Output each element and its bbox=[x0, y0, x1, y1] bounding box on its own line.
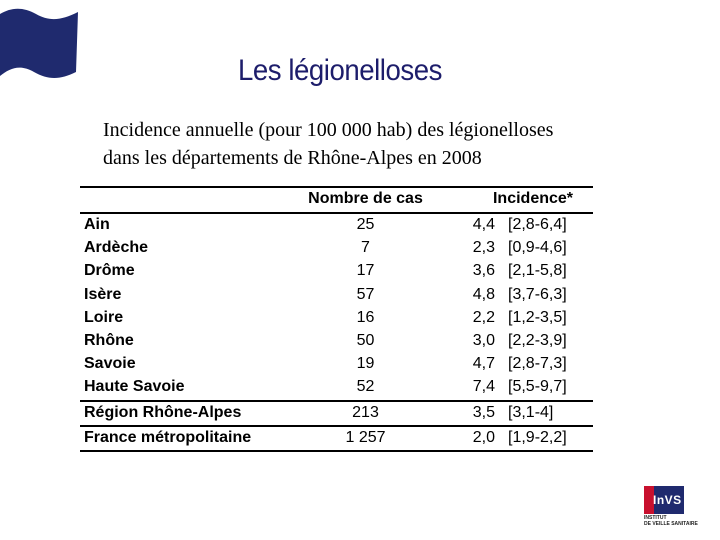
row-name: Haute Savoie bbox=[84, 378, 185, 396]
header-cases: Nombre de cas bbox=[308, 190, 423, 207]
invs-logo-text: InVS bbox=[653, 493, 682, 507]
row-ci: [2,2-3,9] bbox=[508, 331, 567, 349]
row-incidence: 3,6 bbox=[472, 262, 495, 280]
subtitle-line-1: Incidence annuelle (pour 100 000 hab) des légionelloses bbox=[103, 119, 554, 141]
row-name: France métropolitaine bbox=[84, 428, 252, 446]
row-ci: [3,1-4] bbox=[508, 403, 554, 421]
row-cases: 25 bbox=[356, 216, 375, 233]
invs-logo-caption bbox=[644, 515, 698, 527]
invs-logo-mark bbox=[644, 486, 684, 514]
row-name: Ain bbox=[84, 216, 110, 233]
page-title: Les légionelloses bbox=[238, 54, 442, 87]
row-ci: [0,9-4,6] bbox=[508, 239, 567, 257]
row-incidence: 4,4 bbox=[472, 216, 495, 233]
row-incidence: 2,2 bbox=[472, 308, 495, 326]
row-cases: 19 bbox=[356, 355, 375, 373]
row-cases: 50 bbox=[356, 331, 375, 349]
invs-caption-line-2: DE VEILLE SANITAIRE bbox=[644, 521, 698, 527]
row-cases: 16 bbox=[356, 308, 375, 326]
row-incidence: 3,0 bbox=[472, 331, 495, 349]
flag-logo-icon bbox=[0, 0, 80, 84]
row-ci: [1,2-3,5] bbox=[508, 308, 567, 326]
table-row-total bbox=[80, 400, 593, 425]
table-row bbox=[80, 260, 593, 283]
table-header bbox=[80, 188, 593, 214]
row-ci: [1,9-2,2] bbox=[508, 428, 567, 446]
row-name: Région Rhône-Alpes bbox=[84, 403, 242, 421]
row-name: Rhône bbox=[84, 331, 134, 349]
row-cases: 7 bbox=[361, 239, 370, 257]
table-row bbox=[80, 353, 593, 376]
table-row bbox=[80, 284, 593, 307]
row-name: Ardèche bbox=[84, 239, 149, 257]
row-incidence: 2,0 bbox=[472, 428, 495, 446]
subtitle-line-2: dans les départements de Rhône-Alpes en 2008 bbox=[103, 147, 482, 169]
invs-logo bbox=[640, 486, 706, 530]
row-cases: 213 bbox=[352, 403, 379, 421]
row-name: Loire bbox=[84, 308, 124, 326]
table-row bbox=[80, 214, 593, 237]
row-incidence: 3,5 bbox=[472, 403, 495, 421]
table-row bbox=[80, 307, 593, 330]
table-row bbox=[80, 237, 593, 260]
row-cases: 17 bbox=[356, 262, 375, 280]
row-incidence: 4,7 bbox=[472, 355, 495, 373]
table-row-total bbox=[80, 425, 593, 450]
table-row bbox=[80, 376, 593, 399]
row-cases: 1 257 bbox=[345, 428, 386, 446]
row-incidence: 7,4 bbox=[472, 378, 495, 396]
row-incidence: 4,8 bbox=[472, 285, 495, 303]
incidence-table bbox=[80, 186, 593, 452]
header-incidence: Incidence* bbox=[492, 190, 574, 207]
row-ci: [2,8-6,4] bbox=[508, 216, 567, 233]
row-ci: [3,7-6,3] bbox=[508, 285, 567, 303]
row-cases: 52 bbox=[356, 378, 375, 396]
row-name: Savoie bbox=[84, 355, 136, 373]
row-ci: [2,8-7,3] bbox=[508, 355, 567, 373]
subtitle bbox=[103, 116, 703, 172]
row-incidence: 2,3 bbox=[472, 239, 495, 257]
row-cases: 57 bbox=[356, 285, 375, 303]
row-name: Drôme bbox=[84, 262, 135, 280]
table-row bbox=[80, 330, 593, 353]
invs-caption-line-1: INSTITUT bbox=[644, 515, 667, 521]
row-ci: [5,5-9,7] bbox=[508, 378, 567, 396]
row-ci: [2,1-5,8] bbox=[508, 262, 567, 280]
row-name: Isère bbox=[84, 285, 122, 303]
